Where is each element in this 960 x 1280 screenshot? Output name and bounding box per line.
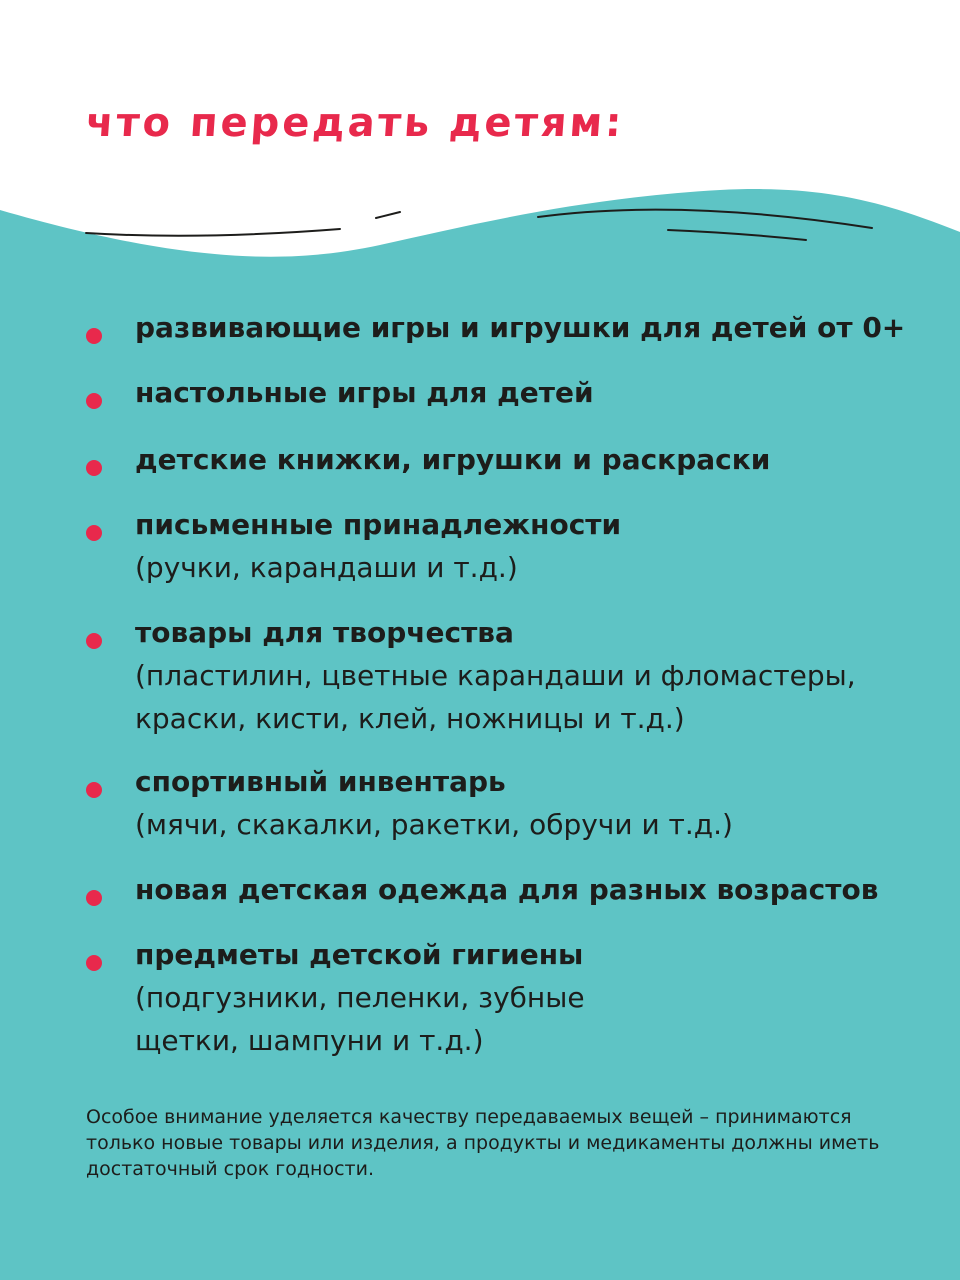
item-title: спортивный инвентарь: [135, 765, 506, 798]
bullet-icon: [86, 782, 102, 798]
bullet-icon: [86, 955, 102, 971]
item-details: (ручки, карандаши и т.д.): [135, 551, 518, 584]
footnote: Особое внимание уделяется качеству передаваемых вещей – принимаются только новые товары или изделия, а продукты и медикаменты должны иметь достаточный срок годности.: [86, 1106, 880, 1180]
item-title: новая детская одежда для разных возрастов: [135, 873, 879, 906]
item-title: товары для творчества: [135, 616, 514, 649]
item-title: предметы детской гигиены: [135, 938, 584, 971]
bullet-icon: [86, 890, 102, 906]
item-title: развивающие игры и игрушки для детей от 0+: [135, 311, 906, 344]
item-title: настольные игры для детей: [135, 376, 594, 409]
bullet-icon: [86, 328, 102, 344]
item-details: щетки, шампуни и т.д.): [135, 1024, 484, 1057]
item-title: детские книжки, игрушки и раскраски: [135, 443, 771, 476]
bullet-icon: [86, 393, 102, 409]
item-details: (мячи, скакалки, ракетки, обручи и т.д.): [135, 808, 733, 841]
item-title: письменные принадлежности: [135, 508, 622, 541]
item-details: (пластилин, цветные карандаши и фломастеры,: [135, 659, 856, 692]
item-details: (подгузники, пеленки, зубные: [135, 981, 585, 1014]
bullet-icon: [86, 525, 102, 541]
bullet-icon: [86, 633, 102, 649]
item-details: краски, кисти, клей, ножницы и т.д.): [135, 702, 685, 735]
page-title: что передать детям:: [84, 100, 626, 146]
bullet-icon: [86, 460, 102, 476]
